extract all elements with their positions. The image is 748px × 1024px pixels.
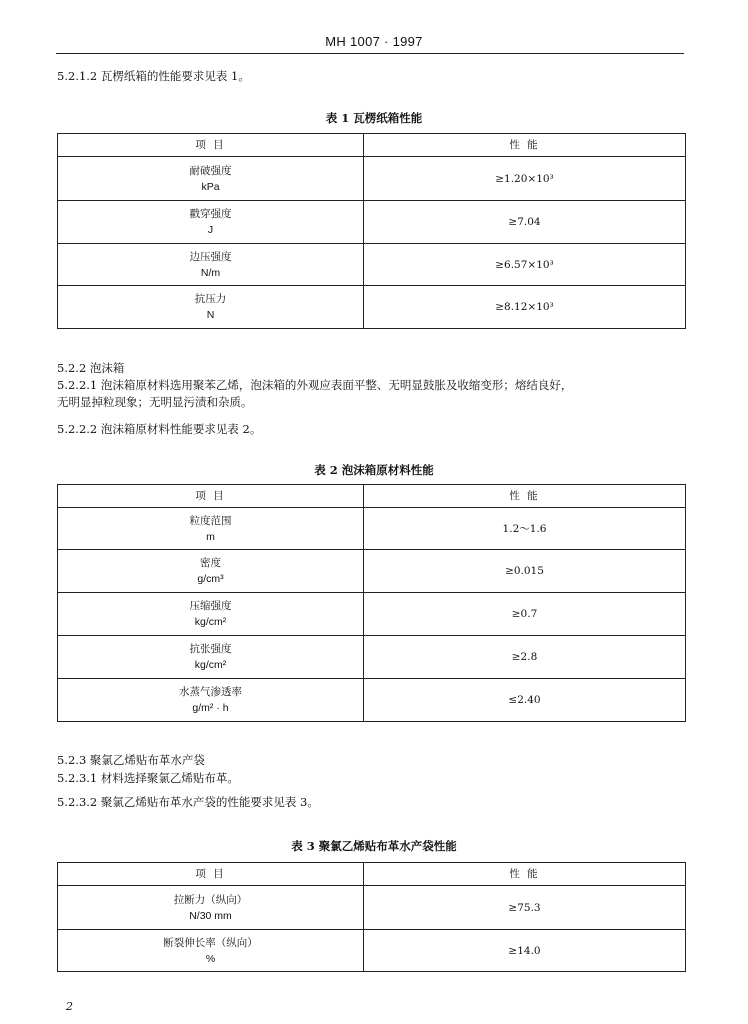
table-cell-value: ≥14.0 [364,930,686,972]
table3-col-item: 项 目 [58,863,364,886]
item-name: 粒度范围 [189,514,232,527]
table-cell-value: ≤2.40 [364,679,686,722]
table2-col-perf: 性 能 [364,485,686,508]
clause-5-2-2: 5.2.2 泡沫箱 [57,361,125,375]
item-name: 密度 [200,557,221,569]
table-cell-item [58,679,364,722]
table-row [58,244,686,286]
table-cell-value: ≥0.015 [364,550,686,593]
table3-col-perf: 性 能 [364,863,686,886]
page-header: MH 1007 · 1997 [325,34,423,49]
table2-col-item: 项 目 [58,485,364,508]
table-cell-item [58,550,364,593]
item-unit: N/30 mm [189,909,232,922]
table1-col-item: 项 目 [58,134,364,157]
item-name: 耐破强度 [189,164,232,177]
clause-5-2-1-2: 5.2.1.2 瓦楞纸箱的性能要求见表 1。 [57,69,250,83]
table1-col-perf: 性 能 [364,134,686,157]
item-unit: g/m² · h [192,702,229,714]
table-row [58,550,686,593]
table3 [57,862,686,972]
table-cell-item [58,508,364,550]
table2-caption: 表 2 泡沫箱原材料性能 [314,463,434,477]
table-cell-value: 1.2～1.6 [364,508,686,550]
table-cell-item [58,886,364,930]
clause-5-2-2-1-line1: 5.2.2.1 泡沫箱原材料选用聚苯乙烯，泡沫箱的外观应表面平整、无明显鼓胀及收缩变形；熔结良好， [57,378,573,392]
table-row [58,930,686,972]
clause-5-2-2-1-line2: 无明显掉粒现象；无明显污渍和杂质。 [57,395,253,409]
clause-5-2-3-1: 5.2.3.1 材料选择聚氯乙烯贴布革。 [57,771,239,785]
table-row [58,636,686,679]
item-name: 戳穿强度 [189,208,232,220]
table-row [58,286,686,329]
table-row [58,508,686,550]
table-cell-value: ≥6.57×10³ [364,244,686,286]
table-cell-value: ≥8.12×10³ [364,286,686,329]
item-unit: N [206,309,215,321]
item-name: 断裂伸长率（纵向） [163,936,258,949]
table2-header-row [58,485,686,508]
item-name: 抗压力 [194,293,227,305]
item-unit: g/cm³ [197,573,224,585]
table3-header-row [58,863,686,886]
item-unit: N/m [200,266,221,279]
table-row [58,679,686,722]
table-row [58,593,686,636]
table-row [58,201,686,244]
item-name: 抗张强度 [189,643,232,655]
item-name: 拉断力（纵向） [173,893,248,906]
table-cell-value: ≥2.8 [364,636,686,679]
table-cell-item [58,286,364,329]
table-cell-item [58,244,364,286]
table-cell-value: ≥0.7 [364,593,686,636]
table-cell-item [58,201,364,244]
item-name: 水蒸气渗透率 [179,686,242,698]
table1-caption: 表 1 瓦楞纸箱性能 [325,111,423,125]
clause-5-2-2-2: 5.2.2.2 泡沫箱原材料性能要求见表 2。 [57,422,262,436]
table-cell-item [58,636,364,679]
clause-5-2-3-2: 5.2.3.2 聚氯乙烯贴布革水产袋的性能要求见表 3。 [57,795,319,809]
table-cell-value: ≥1.20×10³ [364,157,686,201]
table-row [58,157,686,201]
item-unit: % [205,952,216,965]
page-number: 2 [66,1000,73,1013]
item-name: 边压强度 [189,250,232,263]
table-cell-value: ≥7.04 [364,201,686,244]
table-row [58,886,686,930]
item-unit: kPa [201,180,220,193]
item-unit: kg/cm² [194,616,227,628]
table-cell-item [58,930,364,972]
header-rule [56,53,684,54]
item-unit: kg/cm² [194,659,227,671]
table-cell-item [58,157,364,201]
table2 [57,484,686,722]
table1-header-row [58,134,686,157]
table-cell-item [58,593,364,636]
item-unit: J [207,224,214,236]
table-cell-value: ≥75.3 [364,886,686,930]
table3-caption: 表 3 聚氯乙烯贴布革水产袋性能 [291,839,457,853]
table1 [57,133,686,329]
clause-5-2-3: 5.2.3 聚氯乙烯贴布革水产袋 [57,753,205,767]
item-name: 压缩强度 [189,600,232,612]
item-unit: m [206,530,215,543]
